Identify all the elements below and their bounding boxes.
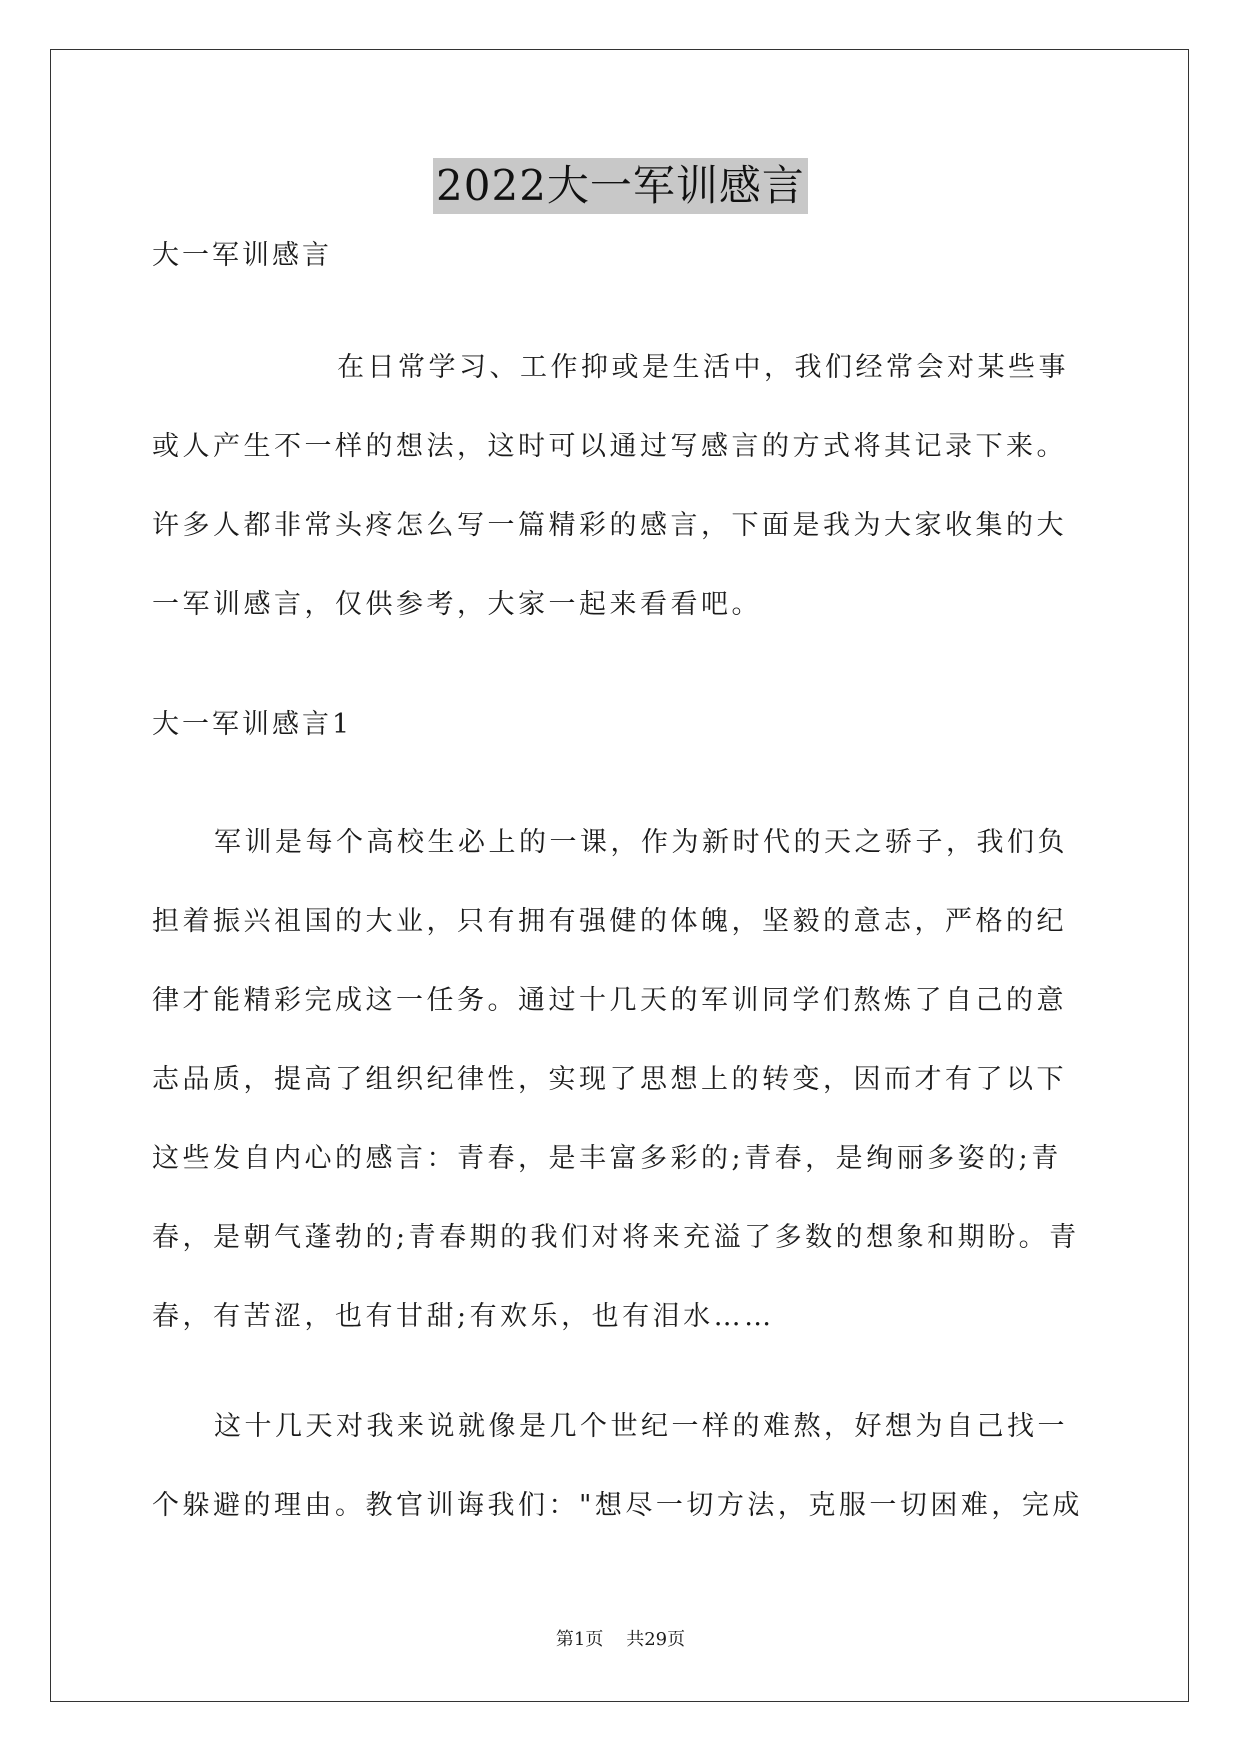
document-subtitle: 大一军训感言 (152, 240, 332, 271)
section-heading: 大一军训感言1 (152, 709, 353, 740)
document-title: 2022大一军训感言 (433, 158, 808, 214)
intro-paragraph: 在日常学习、工作抑或是生活中，我们经常会对某些事或人产生不一样的想法，这时可以通过写感言的方式将其记录下来。许多人都非常头疼怎么写一篇精彩的感言，下面是我为大家收集的大一军训感言，仅供参考，大家一起来看看吧。 (152, 352, 1069, 620)
page-number: 第1页 (555, 1629, 604, 1650)
page-total: 共29页 (626, 1629, 686, 1650)
body-paragraph-2: 这十几天对我来说就像是几个世纪一样的难熬，好想为自己找一个躲避的理由。教官训诲我们："想尽一切方法，克服一切困难，完成 (152, 1411, 1083, 1521)
page-footer (0, 1627, 1241, 1653)
body-paragraph-1: 军训是每个高校生必上的一课，作为新时代的天之骄子，我们负担着振兴祖国的大业，只有拥有强健的体魄，坚毅的意志，严格的纪律才能精彩完成这一任务。通过十几天的军训同学们熬炼了自己的意志品质，提高了组织纪律性，实现了思想上的转变，因而才有了以下这些发自内心的感言：青春，是丰富多彩的;青春，是绚丽多姿的;青春，是朝气蓬勃的;青春期的我们对将来充溢了多数的想象和期盼。青春，有苦涩，也有甘甜;有欢乐，也有泪水…… (152, 827, 1080, 1332)
title-container (0, 158, 1241, 214)
